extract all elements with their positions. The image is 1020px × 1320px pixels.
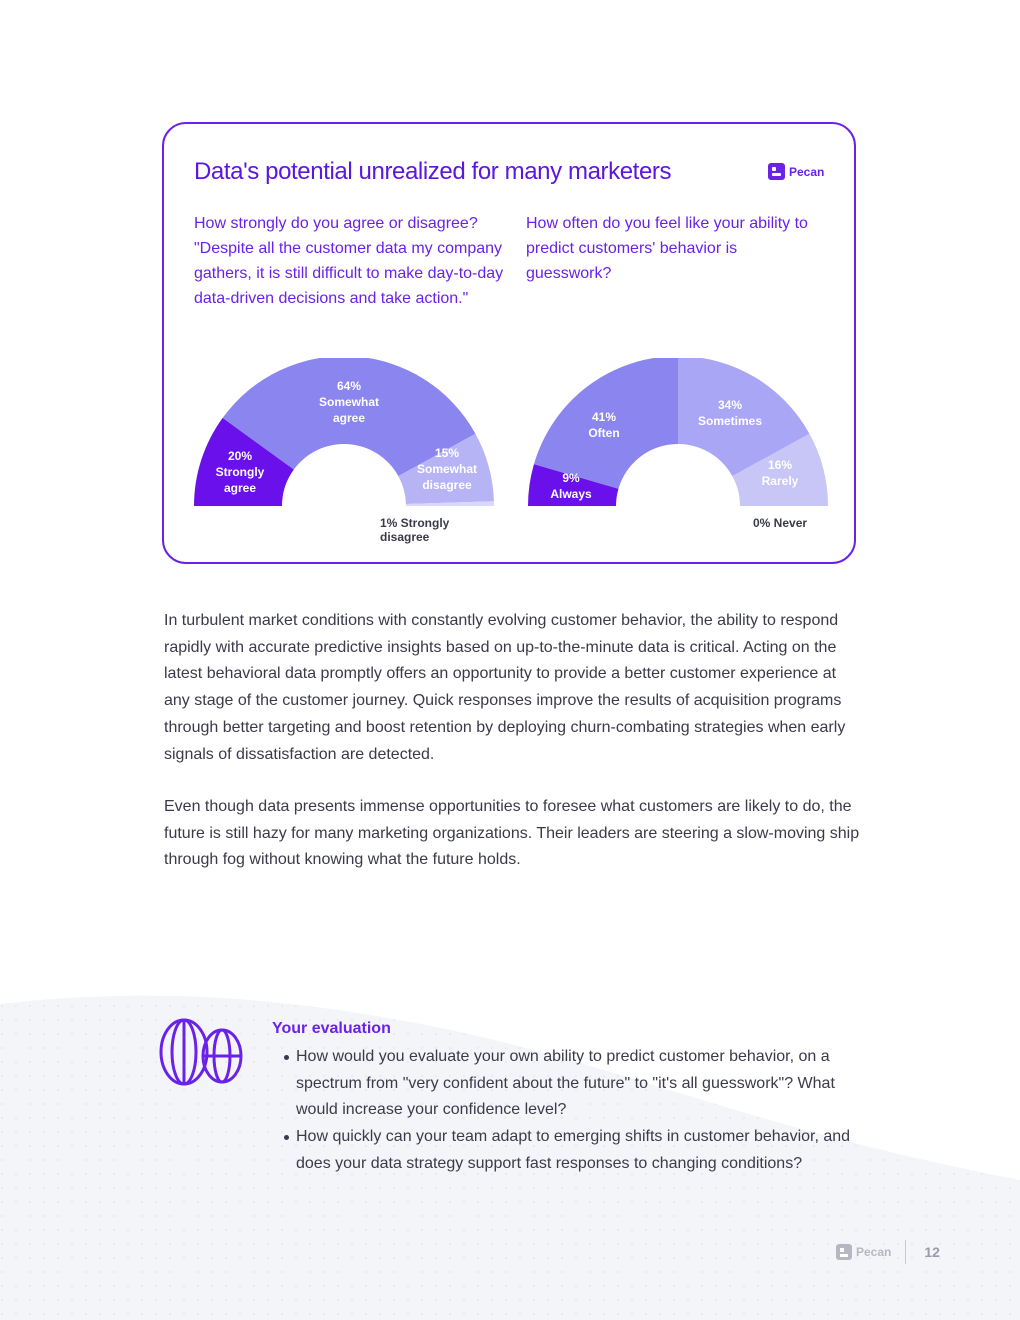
list-item — [296, 1044, 856, 1124]
chart-1-label-somewhat-agree: 64% Somewhat agree — [318, 379, 379, 425]
chart-1-label-strongly-agree: 20% Strongly agree — [215, 449, 265, 495]
footer-brand-label: Pecan — [856, 1245, 892, 1259]
evaluation-list — [296, 1044, 856, 1178]
globe-icon — [158, 1016, 246, 1088]
footer-divider — [905, 1240, 906, 1264]
chart-2-label-always: 9% Always — [550, 471, 592, 501]
chart-2-label-often: 41% Often — [588, 410, 620, 440]
chart-2-label-never: 0% Never — [753, 516, 808, 530]
evaluation-title: Your evaluation — [272, 1020, 391, 1037]
chart-1 — [194, 358, 494, 544]
chart-1-label-strongly-disagree: 1% Strongly disagree — [380, 516, 450, 544]
bullet-icon — [284, 1055, 289, 1060]
list-item — [296, 1124, 856, 1177]
page-number: 12 — [924, 1244, 940, 1260]
card-title: Data's potential unrealized for many marketers — [194, 158, 672, 185]
chart-2 — [528, 358, 828, 538]
body-paragraph-2: Even though data presents immense opportunities to foresee what customers are likely to do, the future is still hazy for many marketing organizations. Their leaders are steering a slow-moving ship through fog without knowing what the future holds. — [164, 798, 860, 869]
card-brand-label: Pecan — [789, 164, 825, 179]
evaluation-item-1: How would you evaluate your own ability to predict customer behavior, on a spectrum from "very confident about the future" to "it's all guesswork"? What would increase your confidence level? — [296, 1048, 835, 1119]
pecan-logo-icon — [836, 1244, 852, 1260]
evaluation-item-2: How quickly can your team adapt to emerging shifts in customer behavior, and does your data strategy support fast responses to changing conditions? — [296, 1128, 851, 1172]
chart-1-label-somewhat-disagree: 15% Somewhat disagree — [416, 446, 477, 492]
footer — [836, 1240, 940, 1264]
pecan-logo-icon — [768, 163, 785, 180]
chart-2-question: How often do you feel like your ability to predict customers' behavior is guesswork? — [526, 215, 808, 282]
card-brand — [768, 163, 824, 180]
footer-brand — [836, 1244, 891, 1260]
chart-1-question: How strongly do you agree or disagree? "Despite all the customer data my company gathers, it is still difficult to make day-to-day data-driven decisions and take action." — [194, 215, 504, 307]
body-paragraph-1: In turbulent market conditions with constantly evolving customer behavior, the ability to respond rapidly with accurate predictive insights based on up-to-the-minute data is critical. Acting on the latest behavioral data promptly offers an opportunity to provide a better customer experience at any stage of the customer journey. Quick responses improve the results of acquisition programs through better targeting and boost retention by deploying churn-combating strategies when early signals of dissatisfaction are detected. — [164, 612, 846, 763]
chart-2-label-rarely: 16% Rarely — [761, 458, 799, 488]
chart-2-label-sometimes: 34% Sometimes — [697, 398, 763, 428]
